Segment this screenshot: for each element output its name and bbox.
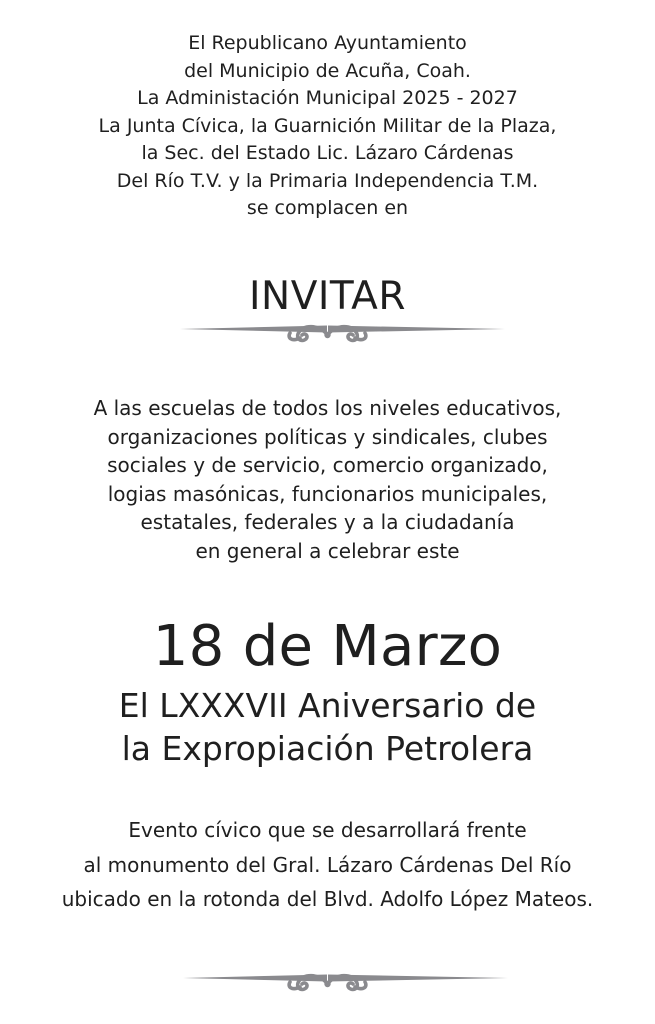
scroll-flourish-icon [0, 962, 655, 1002]
invitees-line: A las escuelas de todos los niveles educativos, [93, 396, 562, 420]
invitees-block [0, 394, 655, 566]
event-details [0, 813, 655, 917]
invitees-line: sociales y de servicio, comercio organizado, [107, 453, 548, 478]
event-line: Evento cívico que se desarrollará frente [128, 818, 527, 842]
intro-line: se complacen en [246, 197, 409, 219]
event-date: 18 de Marzo [152, 614, 503, 679]
scroll-flourish-icon [0, 312, 655, 352]
invitees-line: en general a celebrar este [195, 538, 460, 563]
event-line: al monumento del Gral. Lázaro Cárdenas Del Río [83, 852, 572, 877]
intro-line: La Junta Cívica, la Guarnición Militar de la Plaza, [98, 114, 557, 137]
anniversary-line: El LXXXVII Aniversario de [118, 686, 537, 725]
intro-block [0, 30, 655, 223]
intro-line: La Administación Municipal 2025 - 2027 [137, 87, 518, 109]
anniversary-title [0, 684, 655, 770]
heading-invitar: INVITAR [249, 274, 406, 319]
intro-line: Del Río T.V. y la Primaria Independencia T.M. [116, 169, 539, 192]
intro-line: la Sec. del Estado Lic. Lázaro Cárdenas [141, 142, 514, 164]
invitees-line: logias masónicas, funcionarios municipales, [107, 481, 548, 506]
anniversary-line: la Expropiación Petrolera [121, 729, 534, 768]
invitees-line: organizaciones políticas y sindicales, clubes [107, 424, 548, 449]
intro-line: El Republicano Ayuntamiento [188, 32, 467, 54]
invitees-line: estatales, federales y a la ciudadanía [140, 510, 515, 535]
event-line: ubicado en la rotonda del Blvd. Adolfo López Mateos. [61, 887, 594, 911]
intro-line: del Municipio de Acuña, Coah. [184, 59, 471, 82]
